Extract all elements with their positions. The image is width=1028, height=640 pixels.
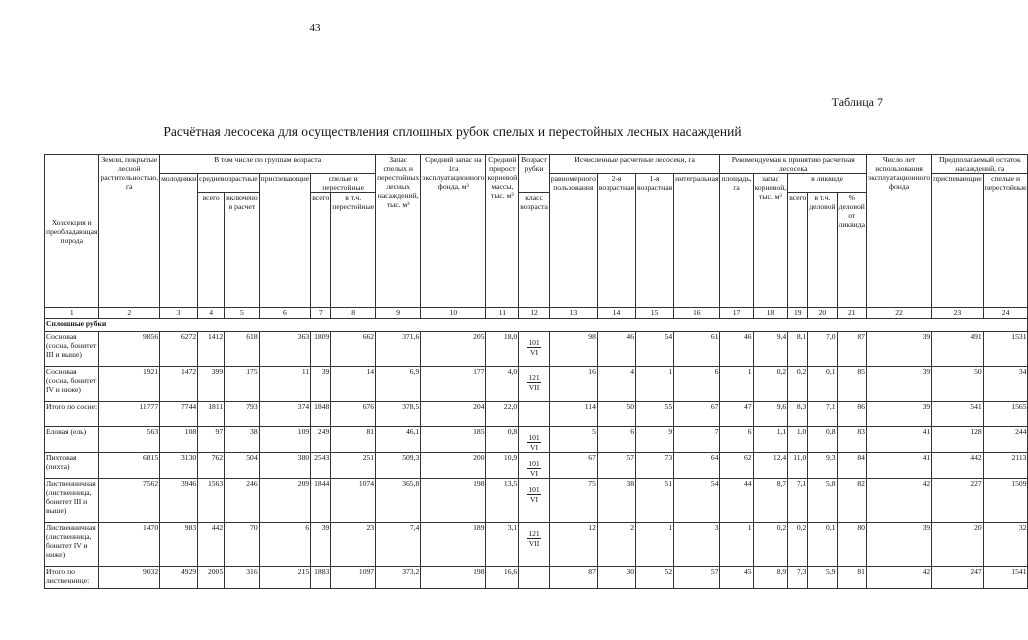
table-cell: 363	[259, 332, 311, 367]
section-row	[45, 319, 1028, 332]
cutting-age-value: 101	[528, 485, 540, 494]
table-cell: 6	[259, 523, 311, 567]
table-cell: 365,8	[376, 479, 421, 523]
header-age-class: класс возраста	[519, 193, 550, 308]
column-number: 7	[311, 308, 331, 319]
table-cell: 7,1	[788, 479, 808, 523]
table-cell: 9032	[99, 567, 160, 589]
table-cell: 378,5	[376, 402, 421, 427]
table-cell: 200	[421, 453, 486, 479]
table-cell: 374	[259, 402, 311, 427]
table-cell: 4,0	[486, 367, 519, 402]
column-number: 12	[519, 308, 550, 319]
table-cell: 1883	[311, 567, 331, 589]
column-number: 19	[788, 308, 808, 319]
table-cell: 46	[597, 332, 635, 367]
table-cell: 175	[225, 367, 260, 402]
table-cell: 209	[259, 479, 311, 523]
table-cell: 73	[636, 453, 674, 479]
table-cell: 8,3	[788, 402, 808, 427]
table-cell: 762	[198, 453, 225, 479]
table-cell: 7,3	[788, 567, 808, 589]
table-cell: 38	[597, 479, 635, 523]
table-cell: 371,6	[376, 332, 421, 367]
age-class-value: VI	[530, 469, 539, 478]
column-number: 24	[983, 308, 1028, 319]
table-cell: 11,0	[788, 453, 808, 479]
table-cell: 177	[421, 367, 486, 402]
table-cell: 61	[674, 332, 720, 367]
table-cell: 54	[636, 332, 674, 367]
cutting-age-cell	[519, 427, 550, 453]
table-cell: 13,5	[486, 479, 519, 523]
table-cell: 81	[331, 427, 376, 453]
table-cell: 67	[549, 453, 597, 479]
section-title: Сплошные рубки	[45, 319, 1028, 332]
age-fraction	[527, 433, 540, 452]
table-cell: 20	[932, 523, 984, 567]
column-number: 23	[932, 308, 984, 319]
cutting-age-value: 101	[528, 433, 540, 442]
table-cell: 0,1	[808, 367, 837, 402]
species-name: Еловая (ель)	[45, 427, 99, 453]
table-cell: 87	[549, 567, 597, 589]
table-cell: 16,6	[486, 567, 519, 589]
table-cell: 7562	[99, 479, 160, 523]
table-cell: 7,4	[376, 523, 421, 567]
table-cell: 3,1	[486, 523, 519, 567]
species-name: Сосновая (сосна, бонитет IV и ниже)	[45, 367, 99, 402]
table-cell: 6815	[99, 453, 160, 479]
cutting-age-cell	[519, 402, 550, 427]
cutting-age-cell	[519, 567, 550, 589]
table-cell: 85	[837, 367, 866, 402]
table-cell: 39	[866, 367, 931, 402]
table-cell: 51	[636, 479, 674, 523]
table-cell: 185	[421, 427, 486, 453]
table-cell: 2113	[983, 453, 1028, 479]
header-ripe-overmature: в т.ч. перестойные	[331, 193, 376, 308]
table-cell: 23	[331, 523, 376, 567]
table-cell: 1809	[311, 332, 331, 367]
column-number: 16	[674, 308, 720, 319]
table-cell: 45	[720, 567, 753, 589]
column-number: 10	[421, 308, 486, 319]
cutting-age-cell	[519, 367, 550, 402]
table-cell: 9,6	[753, 402, 788, 427]
table-row	[45, 427, 1028, 453]
table-cell: 1921	[99, 367, 160, 402]
table-cell: 1848	[311, 402, 331, 427]
table-cell: 504	[225, 453, 260, 479]
table-cell: 50	[597, 402, 635, 427]
table-cell: 44	[720, 479, 753, 523]
table-cell: 0,8	[486, 427, 519, 453]
header-second-age: 2-я возрастная	[597, 174, 635, 308]
table-cell: 81	[837, 567, 866, 589]
table-cell: 39	[866, 332, 931, 367]
table-cell: 6,9	[376, 367, 421, 402]
cutting-age-cell	[519, 453, 550, 479]
table-cell: 3130	[160, 453, 198, 479]
table-cell: 1097	[331, 567, 376, 589]
column-number: 8	[331, 308, 376, 319]
species-name: Итого по лиственнице:	[45, 567, 99, 589]
table-cell: 373,2	[376, 567, 421, 589]
table-cell: 1	[636, 367, 674, 402]
table-cell: 618	[225, 332, 260, 367]
column-number: 11	[486, 308, 519, 319]
table-cell: 55	[636, 402, 674, 427]
table-cell: 70	[225, 523, 260, 567]
age-fraction	[527, 485, 540, 504]
table-row	[45, 402, 1028, 427]
column-number: 3	[160, 308, 198, 319]
column-number: 5	[225, 308, 260, 319]
table-cell: 39	[311, 523, 331, 567]
table-cell: 251	[331, 453, 376, 479]
table-cell: 227	[932, 479, 984, 523]
age-fraction	[527, 529, 540, 548]
table-cell: 1	[636, 523, 674, 567]
table-cell: 246	[225, 479, 260, 523]
column-number: 18	[753, 308, 788, 319]
table-cell: 1470	[99, 523, 160, 567]
header-calc-cuttings: Исчисленные расчетные лесосеки, га	[549, 155, 720, 174]
table-row	[45, 523, 1028, 567]
table-cell: 983	[160, 523, 198, 567]
table-cell: 1531	[983, 332, 1028, 367]
table-cell: 1811	[198, 402, 225, 427]
header-mid-included: включено в расчет	[225, 193, 260, 308]
cutting-age-cell	[519, 523, 550, 567]
header-liquid-business: в т.ч. деловой	[808, 193, 837, 308]
table-cell: 541	[932, 402, 984, 427]
table-cell: 114	[549, 402, 597, 427]
header-ripe-total: всего	[311, 193, 331, 308]
table-cell: 62	[720, 453, 753, 479]
table-cell: 793	[225, 402, 260, 427]
column-number: 17	[720, 308, 753, 319]
table-cell: 67	[674, 402, 720, 427]
header-ripe-stock: Запас спелых и перестойных лесных насаждений, тыс. м³	[376, 155, 421, 308]
table-cell: 0,2	[788, 367, 808, 402]
header-rem-ripe: спелые и перестойные	[983, 174, 1028, 308]
column-number: 13	[549, 308, 597, 319]
table-cell: 198	[421, 567, 486, 589]
cutting-age-value: 101	[528, 459, 540, 468]
table-title: Расчётная лесосека для осуществления сплошных рубок спелых и перестойных лесных насаждений	[163, 124, 742, 139]
cutting-age-value: 121	[528, 529, 540, 538]
table-cell: 189	[421, 523, 486, 567]
age-fraction	[527, 338, 540, 357]
table-cell: 316	[225, 567, 260, 589]
table-cell: 12	[549, 523, 597, 567]
table-cell: 1,0	[788, 427, 808, 453]
table-cell: 14	[331, 367, 376, 402]
table-cell: 10,9	[486, 453, 519, 479]
table-cell: 12,4	[753, 453, 788, 479]
table-row	[45, 332, 1028, 367]
table-cell: 5,9	[808, 567, 837, 589]
age-class-value: VI	[530, 443, 539, 452]
table-cell: 7	[674, 427, 720, 453]
table-cell: 1,1	[753, 427, 788, 453]
table-cell: 1563	[198, 479, 225, 523]
age-fraction	[527, 373, 540, 392]
table-cell: 3	[674, 523, 720, 567]
table-cell: 57	[674, 567, 720, 589]
header-liquid: в ликвиде	[788, 174, 867, 193]
header-uniform: равномерного пользования	[549, 174, 597, 308]
header-rem-maturing: приспевающие	[932, 174, 984, 308]
table-cell: 1541	[983, 567, 1028, 589]
table-cell: 4929	[160, 567, 198, 589]
age-class-value: VII	[528, 383, 540, 392]
table-cell: 1509	[983, 479, 1028, 523]
column-numbers-row	[45, 308, 1028, 319]
column-number: 6	[259, 308, 311, 319]
column-number: 1	[45, 308, 99, 319]
table-cell: 6	[597, 427, 635, 453]
table-row	[45, 453, 1028, 479]
table-cell: 7,1	[808, 402, 837, 427]
table-cell: 8,7	[753, 479, 788, 523]
table-cell: 52	[636, 567, 674, 589]
table-cell: 7,0	[808, 332, 837, 367]
table-cell: 80	[837, 523, 866, 567]
table-cell: 1	[720, 523, 753, 567]
table-cell: 38	[225, 427, 260, 453]
table-cell: 9,3	[808, 453, 837, 479]
cutting-age-cell	[519, 479, 550, 523]
table-cell: 676	[331, 402, 376, 427]
header-avg-growth: Средний прирост корневой массы, тыс. м³	[486, 155, 519, 308]
table-cell: 2005	[198, 567, 225, 589]
cutting-age-value: 121	[528, 373, 540, 382]
table-cell: 75	[549, 479, 597, 523]
table-cell: 442	[932, 453, 984, 479]
header-age-groups: В том числе по группам возраста	[160, 155, 376, 174]
header-liquid-percent: % деловой от ликвида	[837, 193, 866, 308]
header-recommended: Рекомендуемая к принятию расчетная лесосека	[720, 155, 866, 174]
table-cell: 50	[932, 367, 984, 402]
table-cell: 1412	[198, 332, 225, 367]
header-ripe: спелые и перестойные	[311, 174, 376, 193]
header-cutting-age: Возраст рубки	[519, 155, 550, 193]
table-cell: 205	[421, 332, 486, 367]
table-cell: 563	[99, 427, 160, 453]
species-name: Сосновая (сосна, бонитет III и выше)	[45, 332, 99, 367]
table-cell: 5,8	[808, 479, 837, 523]
header-liquid-total: всего	[788, 193, 808, 308]
table-cell: 42	[866, 479, 931, 523]
header-area: площадь, га	[720, 174, 753, 308]
table-row	[45, 567, 1028, 589]
table-cell: 380	[259, 453, 311, 479]
age-class-value: VII	[528, 539, 540, 548]
table-cell: 11	[259, 367, 311, 402]
column-number: 4	[198, 308, 225, 319]
table-cell: 34	[983, 367, 1028, 402]
header-middle-aged: средневозрастные	[198, 174, 259, 193]
table-cell: 42	[866, 567, 931, 589]
species-name: Итого по сосне:	[45, 402, 99, 427]
table-cell: 54	[674, 479, 720, 523]
header-years: Число лет использования эксплуатационного фонда	[866, 155, 931, 308]
table-cell: 9856	[99, 332, 160, 367]
species-name: Лиственничная (лиственница, бонитет IV и ниже)	[45, 523, 99, 567]
column-number: 20	[808, 308, 837, 319]
table-cell: 198	[421, 479, 486, 523]
table-cell: 108	[160, 427, 198, 453]
table-cell: 9,4	[753, 332, 788, 367]
table-cell: 5	[549, 427, 597, 453]
table-cell: 0,2	[753, 523, 788, 567]
table-cell: 41	[866, 427, 931, 453]
age-class-value: VI	[530, 348, 539, 357]
table-cell: 3946	[160, 479, 198, 523]
table-cell: 204	[421, 402, 486, 427]
table-cell: 39	[311, 367, 331, 402]
table-cell: 491	[932, 332, 984, 367]
table-cell: 249	[311, 427, 331, 453]
table-cell: 1472	[160, 367, 198, 402]
header-species: Хозсекция и преобладающая порода	[45, 155, 99, 308]
column-number: 14	[597, 308, 635, 319]
header-integral: интегральная	[674, 174, 720, 308]
table-cell: 98	[549, 332, 597, 367]
age-class-value: VI	[530, 495, 539, 504]
column-number: 21	[837, 308, 866, 319]
table-cell: 6	[674, 367, 720, 402]
header-forest-land: Земли, покрытые лесной растительностью, га	[99, 155, 160, 308]
table-cell: 399	[198, 367, 225, 402]
table-cell: 84	[837, 453, 866, 479]
table-cell: 442	[198, 523, 225, 567]
table-cell: 39	[866, 523, 931, 567]
table-cell: 86	[837, 402, 866, 427]
table-cell: 662	[331, 332, 376, 367]
table-cell: 87	[837, 332, 866, 367]
column-number: 15	[636, 308, 674, 319]
header-young: молодняки	[160, 174, 198, 308]
header-mid-total: всего	[198, 193, 225, 308]
column-number: 2	[99, 308, 160, 319]
table-cell: 18,0	[486, 332, 519, 367]
column-number: 9	[376, 308, 421, 319]
cutting-age-value: 101	[528, 338, 540, 347]
header-avg-stock: Средний запас на 1га эксплуатационного фонда, м³	[421, 155, 486, 308]
species-name: Пихтовая (пихта)	[45, 453, 99, 479]
table-cell: 9	[636, 427, 674, 453]
forest-cutting-table	[44, 154, 1028, 589]
table-cell: 2	[597, 523, 635, 567]
table-cell: 6	[720, 427, 753, 453]
table-cell: 109	[259, 427, 311, 453]
table-cell: 97	[198, 427, 225, 453]
table-cell: 47	[720, 402, 753, 427]
table-row	[45, 479, 1028, 523]
page-number: 43	[309, 22, 321, 34]
table-cell: 1074	[331, 479, 376, 523]
table-cell: 83	[837, 427, 866, 453]
table-cell: 11777	[99, 402, 160, 427]
table-cell: 128	[932, 427, 984, 453]
table-row	[45, 367, 1028, 402]
header-remaining: Предполагаемый остаток насаждений, га	[932, 155, 1028, 174]
table-label: Таблица 7	[831, 95, 883, 109]
table-cell: 46	[720, 332, 753, 367]
table-cell: 1844	[311, 479, 331, 523]
table-cell: 247	[932, 567, 984, 589]
table-cell: 0,2	[788, 523, 808, 567]
table-cell: 0,1	[808, 523, 837, 567]
table-cell: 0,2	[753, 367, 788, 402]
table-cell: 1565	[983, 402, 1028, 427]
table-cell: 57	[597, 453, 635, 479]
table-cell: 8,1	[788, 332, 808, 367]
species-name: Лиственничная (лиственница, бонитет III и выше)	[45, 479, 99, 523]
table-cell: 8,9	[753, 567, 788, 589]
table-cell: 6272	[160, 332, 198, 367]
table-cell: 32	[983, 523, 1028, 567]
header-maturing: приспевающие	[259, 174, 311, 308]
table-cell: 30	[597, 567, 635, 589]
table-cell: 46,1	[376, 427, 421, 453]
table-cell: 41	[866, 453, 931, 479]
table-cell: 1	[720, 367, 753, 402]
table-cell: 509,3	[376, 453, 421, 479]
table-cell: 244	[983, 427, 1028, 453]
header-first-age: 1-я возрастная	[636, 174, 674, 308]
table-cell: 22,0	[486, 402, 519, 427]
age-fraction	[527, 459, 540, 478]
table-cell: 0,8	[808, 427, 837, 453]
table-cell: 82	[837, 479, 866, 523]
column-number: 22	[866, 308, 931, 319]
table-cell: 2543	[311, 453, 331, 479]
table-cell: 4	[597, 367, 635, 402]
table-cell: 7744	[160, 402, 198, 427]
header-root-stock: запас корневой, тыс. м³	[753, 174, 788, 308]
table-cell: 16	[549, 367, 597, 402]
cutting-age-cell	[519, 332, 550, 367]
table-cell: 39	[866, 402, 931, 427]
table-cell: 215	[259, 567, 311, 589]
table-cell: 64	[674, 453, 720, 479]
